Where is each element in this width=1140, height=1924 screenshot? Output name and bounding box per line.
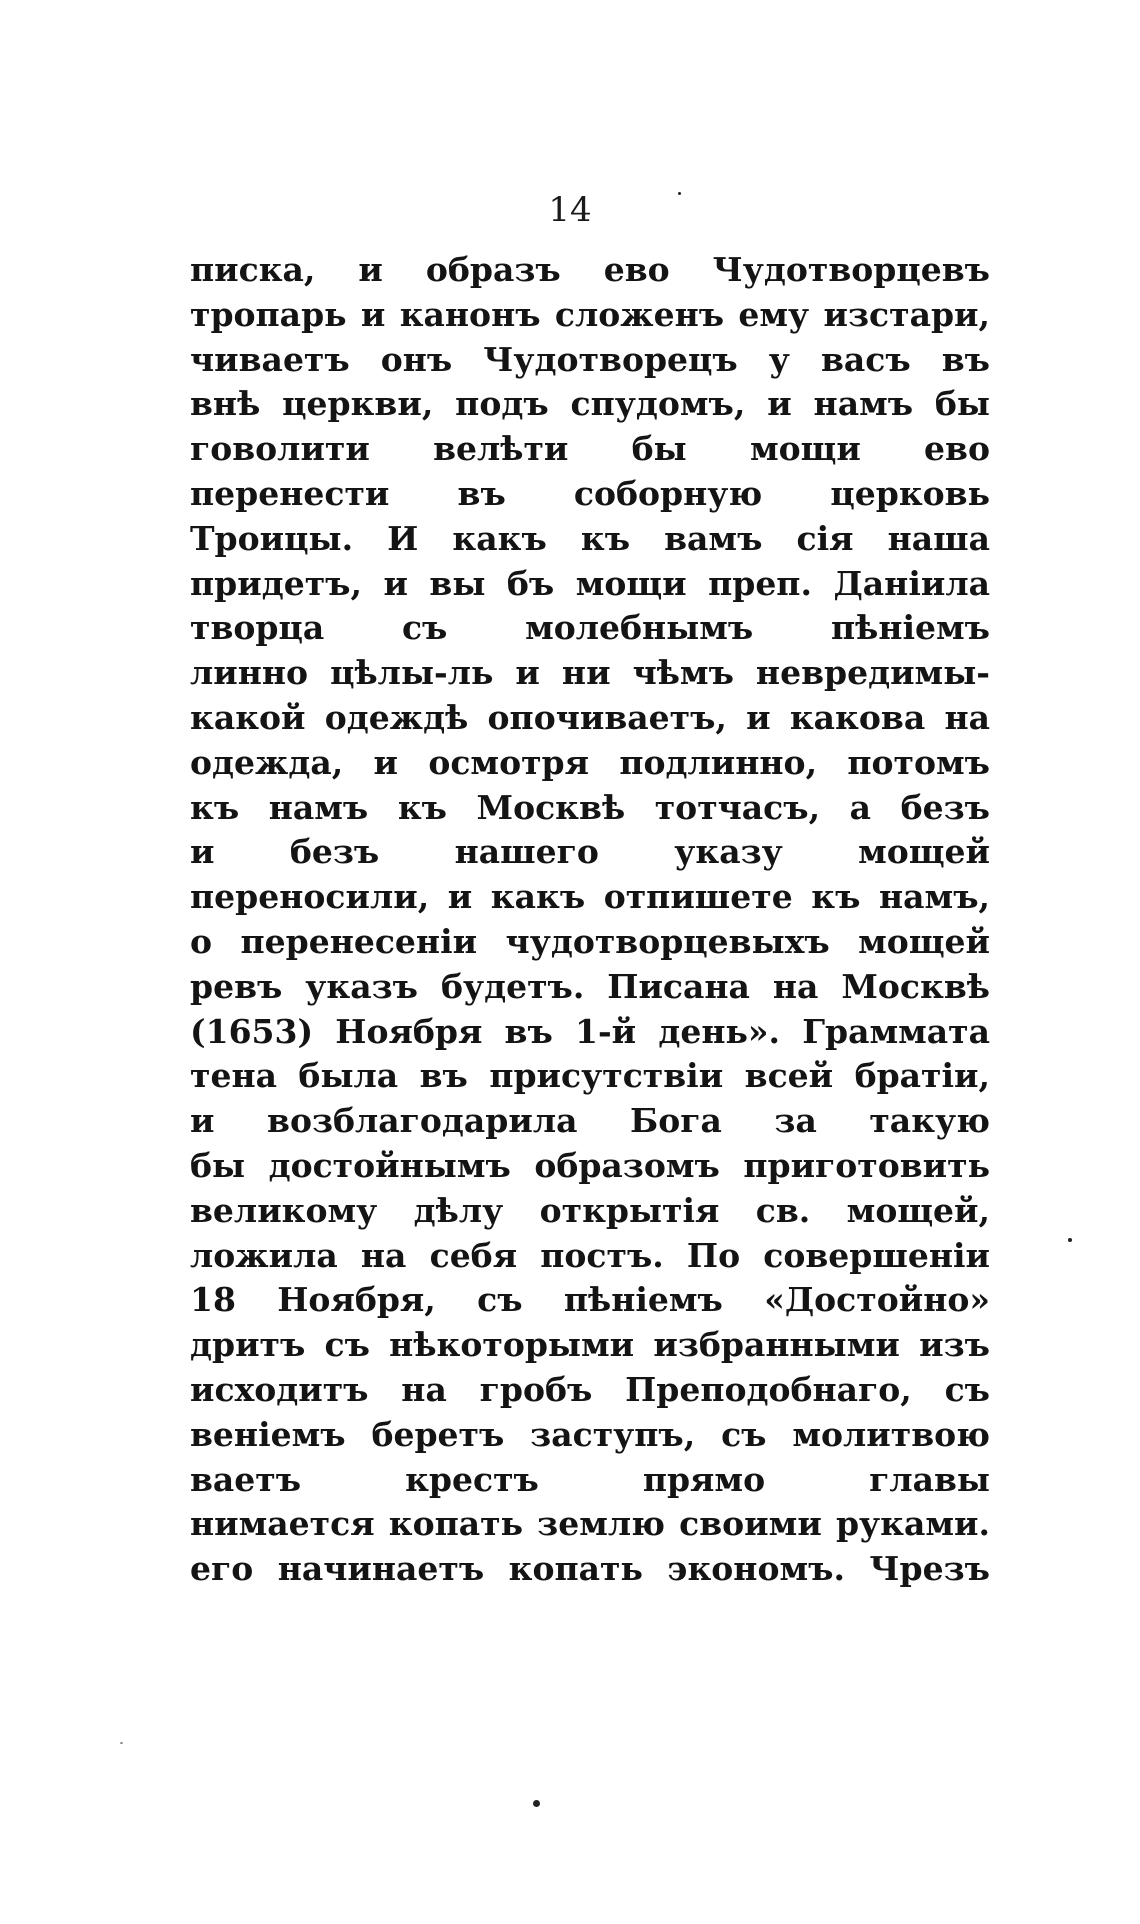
ink-speck	[533, 1800, 540, 1807]
text-line: писка, и образъ ево Чудотворцевъ	[190, 250, 990, 289]
text-line: о перенесеніи чудотворцевыхъ мощей	[190, 921, 990, 961]
text-line: 18 Ноября, съ пѣніемъ «Достойно»	[190, 1280, 990, 1320]
text-line: великому дѣлу открытія св. мощей,	[190, 1190, 990, 1230]
text-line: ваетъ крестъ прямо главы	[190, 1459, 990, 1499]
text-line: нимается копать землю своими руками.	[190, 1504, 990, 1544]
text-line: творца съ молебнымъ пѣніемъ	[190, 608, 990, 648]
ink-speck	[678, 192, 681, 195]
text-line: и возблагодарила Бога за такую	[190, 1101, 990, 1141]
text-line: веніемъ беретъ заступъ, съ молитвою	[190, 1414, 990, 1454]
ink-speck	[120, 1742, 123, 1744]
text-line: какой одеждѣ опочиваетъ, и какова на	[190, 697, 990, 737]
text-line: ложила на себя постъ. По совершеніи	[190, 1235, 990, 1275]
text-line: и безъ нашего указу мощей	[190, 832, 990, 872]
text-line: одежда, и осмотря подлинно, потомъ	[190, 742, 990, 782]
text-line: линно цѣлы-ль и ни чѣмъ невредимы-	[190, 653, 990, 693]
text-line: тропарь и канонъ сложенъ ему изстари,	[190, 294, 990, 334]
text-line: тена была въ присутствіи всей братіи,	[190, 1056, 990, 1096]
text-line: дритъ съ нѣкоторыми избранными изъ	[190, 1325, 990, 1365]
text-line: внѣ церкви, подъ спудомъ, и намъ бы	[190, 384, 990, 424]
ink-speck	[1068, 1238, 1072, 1242]
text-line: исходитъ на гробъ Преподобнаго, съ	[190, 1369, 990, 1409]
page-number: 14	[548, 190, 592, 230]
text-line: Троицы. И какъ къ вамъ сія наша	[190, 518, 990, 558]
text-line: перенести въ соборную церковь	[190, 473, 990, 513]
text-line: бы достойнымъ образомъ приготовить	[190, 1145, 990, 1185]
text-line: его начинаетъ копать экономъ. Чрезъ	[190, 1549, 990, 1589]
text-line: (1653) Ноября въ 1-й день». Граммата	[190, 1011, 990, 1051]
text-line: переносили, и какъ отпишете къ намъ,	[190, 877, 990, 917]
text-line: придетъ, и вы бъ мощи преп. Даніила	[190, 563, 990, 603]
text-line: ревъ указъ будетъ. Писана на Москвѣ	[190, 966, 990, 1006]
body-text	[190, 248, 990, 1592]
text-line: чиваетъ онъ Чудотворецъ у васъ въ	[190, 339, 990, 379]
text-line: говолити велѣти бы мощи ево	[190, 429, 990, 469]
text-line: къ намъ къ Москвѣ тотчасъ, а безъ	[190, 787, 990, 827]
